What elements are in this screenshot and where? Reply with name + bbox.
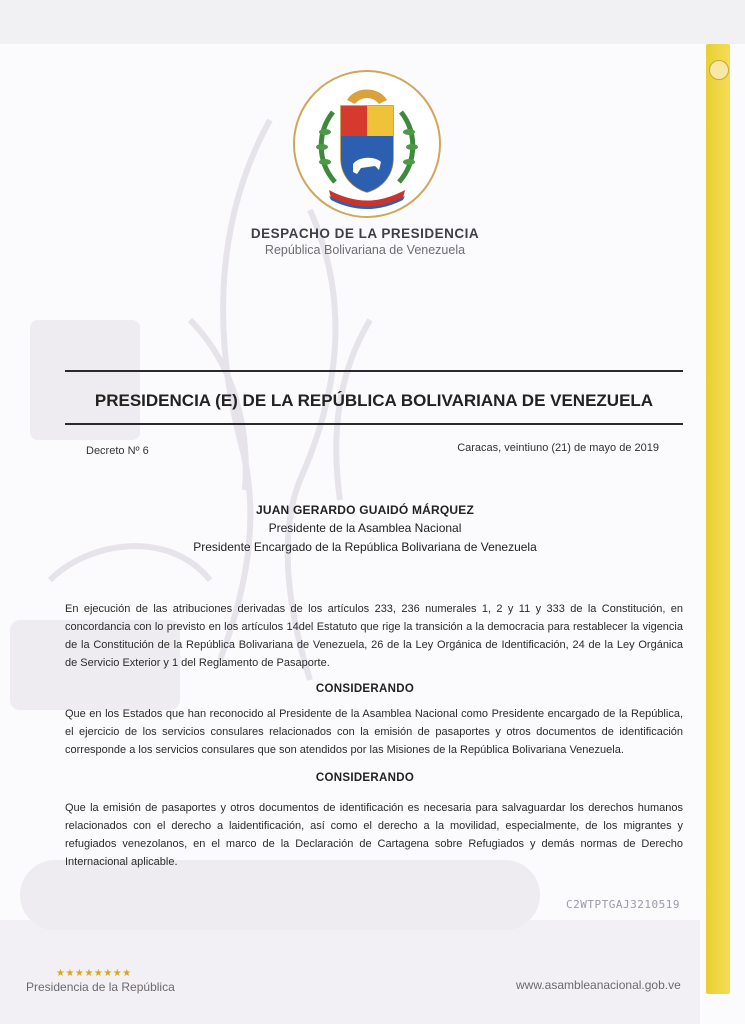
place-date: Caracas, veintiuno (21) de mayo de 2019 xyxy=(457,442,659,454)
office-heading: DESPACHO DE LA PRESIDENCIA xyxy=(250,226,480,241)
signer-role-1: Presidente de la Asamblea Nacional xyxy=(268,521,462,535)
verification-code: C2WTPTGAJ3210519 xyxy=(566,898,680,911)
considerando-paragraph-2: Que la emisión de pasaportes y otros documentos de identificación es necesaria para salvaguardar los derechos humanos relacionados con el derecho a laidentificación, así como el derecho a la movilidad, especialmente, de los migrantes y refugiados venezolanos, en el marco de la Declaración de Cartagena sobre Refugiados y demás normas de Derecho Internacional aplicable. xyxy=(65,802,683,868)
signer-role-2: Presidente Encargado de la República Bolivariana de Venezuela xyxy=(193,540,537,554)
considerando-heading-1: CONSIDERANDO xyxy=(315,683,415,695)
document-title: PRESIDENCIA (E) DE LA REPÚBLICA BOLIVARIANA DE VENEZUELA xyxy=(94,391,654,410)
title-rule-top xyxy=(65,370,683,372)
stars-icon: ★★★★★★★★ xyxy=(56,968,132,979)
footer-presidency: Presidencia de la República xyxy=(26,980,175,994)
considerando-paragraph-1: Que en los Estados que han reconocido al Presidente de la Asamblea Nacional como Presidente encargado de la República, el ejercicio de los servicios consulares relacionados con la emisión de pasaportes y otros documentos de identificación corresponde a los servicios consulares que son atendidos por las Misiones de la República Bolivariana Venezuela. xyxy=(65,708,683,756)
title-rule-bottom xyxy=(65,423,683,425)
small-seal-icon xyxy=(709,60,729,80)
preamble-paragraph: En ejecución de las atribuciones derivadas de los artículos 233, 236 numerales 1, 2 y 11 y 333 de la Constitución, en concordancia con lo previsto en los artículos 14del Estatuto que rige la transición a la democracia para restablecer la vigencia de la Constitución de la República Bolivariana de Venezuela, 26 de la Ley Orgánica de Identificación, 24 de la Ley Orgánica de Servicio Exterior y 1 del Reglamento de Pasaporte. xyxy=(65,603,683,669)
footer-website: www.asambleanacional.gob.ve xyxy=(516,978,681,992)
country-subheading: República Bolivariana de Venezuela xyxy=(264,243,466,257)
decree-number: Decreto Nº 6 xyxy=(86,445,149,457)
scan-top-margin xyxy=(0,0,745,44)
coat-of-arms-emblem xyxy=(293,70,441,218)
considerando-heading-2: CONSIDERANDO xyxy=(315,772,415,784)
yellow-side-band xyxy=(706,44,730,994)
signer-name: JUAN GERARDO GUAIDÓ MÁRQUEZ xyxy=(255,503,475,517)
shield-icon xyxy=(295,72,439,216)
